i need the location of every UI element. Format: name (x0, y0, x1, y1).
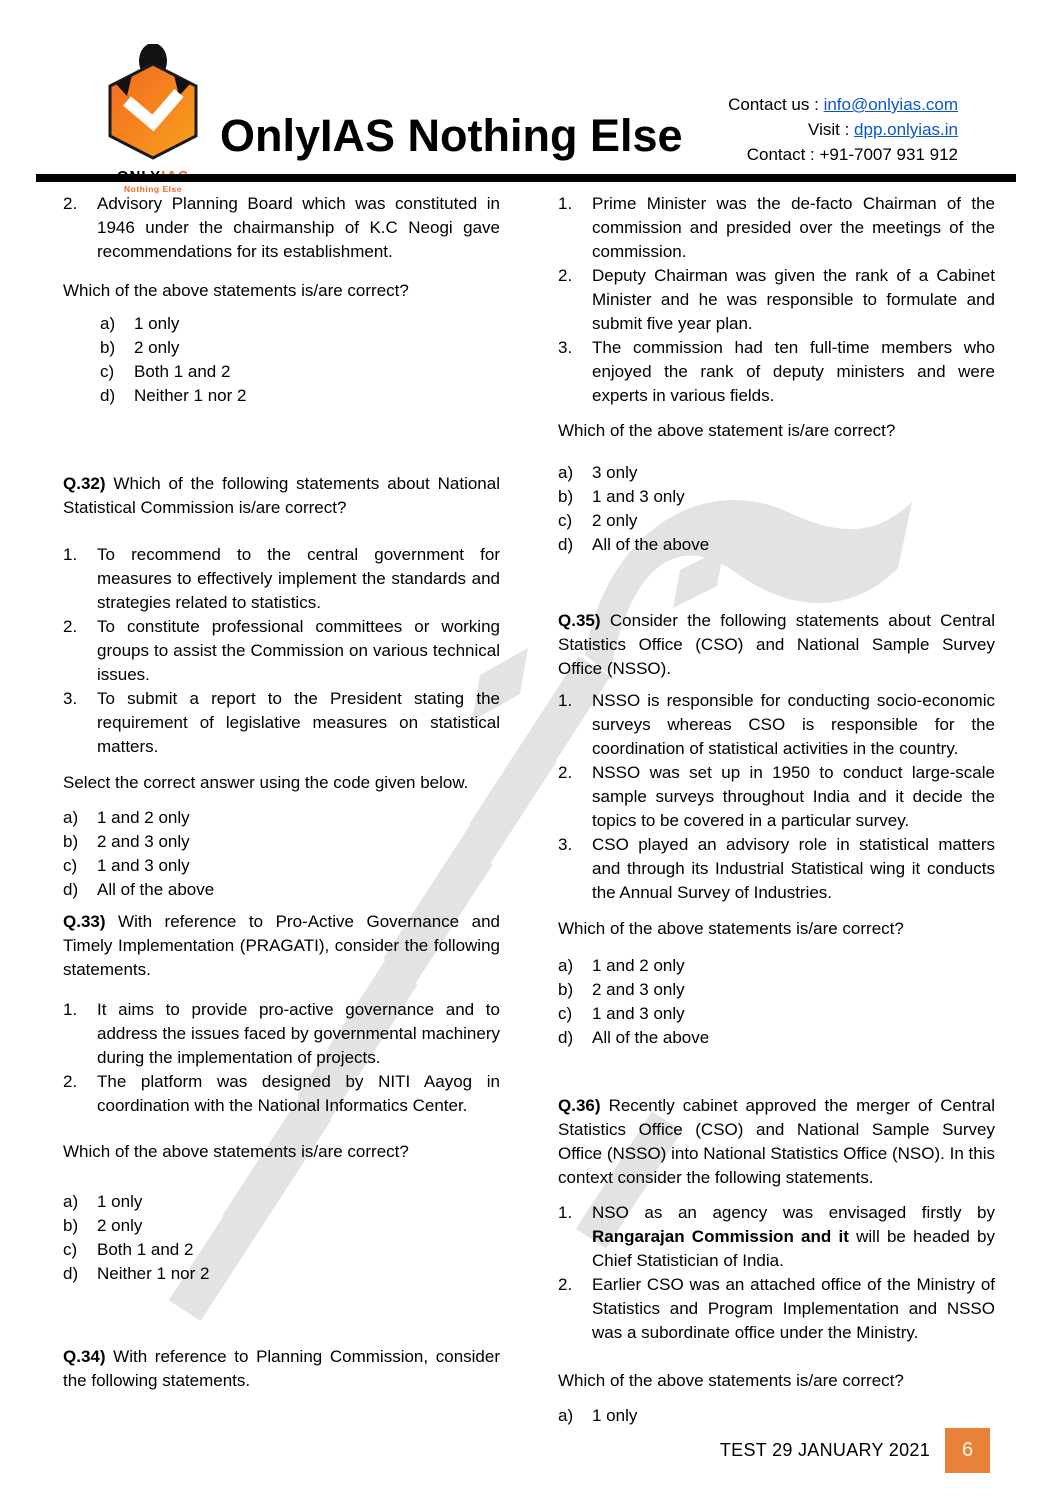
options-list (63, 806, 500, 902)
statement-item (558, 1201, 995, 1273)
statement-item (63, 615, 500, 687)
question-q35 (558, 609, 995, 681)
question-intro: With reference to Pro-Active Governance and Timely Implementation (PRAGATI), consider the following statements. (63, 912, 500, 979)
option-text: 1 and 3 only (592, 487, 685, 506)
option-row (63, 806, 500, 830)
option-text: All of the above (97, 880, 215, 899)
option-text: All of the above (592, 535, 710, 554)
option-text: All of the above (592, 1028, 710, 1047)
question-intro: Recently cabinet approved the merger of Central Statistics Office (CSO) and National Sample Survey Office (NSSO) into National Statistics Office (NSO). In this context consider the following statements. (558, 1096, 995, 1187)
option-text: Neither 1 nor 2 (134, 386, 247, 405)
answer-prompt: Which of the above statements is/are correct? (63, 281, 409, 300)
option-row (558, 533, 995, 557)
statement-text (592, 1201, 995, 1273)
answer-prompt: Which of the above statement is/are correct? (558, 421, 896, 440)
option-label: b) (558, 980, 574, 999)
option-text: 1 only (97, 1192, 143, 1211)
statement-item (558, 689, 995, 761)
option-row (63, 1190, 500, 1214)
option-text: Both 1 and 2 (97, 1240, 194, 1259)
statements-list (558, 689, 995, 905)
statement-number: 2. (558, 1275, 573, 1294)
options-list (558, 954, 995, 1050)
website-link[interactable]: dpp.onlyias.in (854, 120, 958, 139)
option-row (63, 1238, 500, 1262)
statement-item (63, 1070, 500, 1118)
question-label: Q.33) (63, 912, 106, 931)
statement-item (63, 543, 500, 615)
statement-item (558, 264, 995, 336)
statement-text-pre: NSO as an agency was envisaged firstly by (592, 1203, 995, 1222)
statement-text: To recommend to the central government for measures to effectively implement the standards and strategies related to statistics. (97, 545, 500, 612)
option-label: a) (558, 1406, 574, 1425)
statement-text-post: will be headed by Chief Statistician of India. (592, 1227, 995, 1270)
statement-item (63, 192, 500, 264)
option-label: c) (63, 856, 78, 875)
option-text: 1 and 3 only (97, 856, 190, 875)
logo-box (110, 64, 196, 158)
option-label: c) (558, 1004, 573, 1023)
option-text: 2 and 3 only (592, 980, 685, 999)
option-label: d) (558, 1028, 574, 1047)
option-row (558, 978, 995, 1002)
statement-item (63, 998, 500, 1070)
statements-list (63, 543, 500, 759)
answer-prompt: Select the correct answer using the code given below. (63, 773, 469, 792)
visit-label: Visit : (808, 120, 855, 139)
question-intro: With reference to Planning Commission, consider the following statements. (63, 1347, 500, 1390)
option-label: d) (63, 1264, 79, 1283)
statements-list (558, 1201, 995, 1345)
option-text: 2 only (134, 338, 180, 357)
statement-number: 3. (558, 835, 573, 854)
contact-block (728, 92, 958, 167)
answer-prompt: Which of the above statements is/are correct? (558, 919, 904, 938)
option-label: a) (558, 956, 574, 975)
option-label: c) (100, 362, 115, 381)
statement-number: 2. (558, 266, 573, 285)
contact-us-label: Contact us : (728, 95, 824, 114)
brand-title: OnlyIAS Nothing Else (220, 110, 683, 161)
option-text: 2 and 3 only (97, 832, 190, 851)
option-text: 1 only (134, 314, 180, 333)
statement-number: 1. (558, 194, 573, 213)
option-row (558, 1026, 995, 1050)
statement-number: 1. (558, 1203, 573, 1222)
statement-number: 2. (63, 194, 78, 213)
page-number-badge: 6 (945, 1428, 990, 1473)
statement-number: 2. (63, 617, 78, 636)
option-text: 1 and 2 only (97, 808, 190, 827)
option-row (100, 336, 500, 360)
statement-item (558, 1273, 995, 1345)
question-q36 (558, 1094, 995, 1190)
statement-number: 1. (63, 545, 78, 564)
right-column (558, 192, 995, 1428)
statement-number: 1. (558, 691, 573, 710)
statement-item (558, 761, 995, 833)
option-row (558, 461, 995, 485)
statement-text: It aims to provide pro-active governance and to address the issues faced by governmental machinery during the implementation of projects. (97, 1000, 500, 1067)
email-link[interactable]: info@onlyias.com (823, 95, 958, 114)
visit-line (728, 117, 958, 142)
statements-list (63, 998, 500, 1118)
left-column (63, 192, 500, 1428)
option-text: Neither 1 nor 2 (97, 1264, 210, 1283)
test-title: TEST 29 JANUARY 2021 (719, 1440, 930, 1460)
option-row (63, 854, 500, 878)
option-label: b) (558, 487, 574, 506)
options-list (63, 1190, 500, 1286)
question-q34 (63, 1345, 500, 1393)
option-row (558, 509, 995, 533)
option-text: 2 only (97, 1216, 143, 1235)
option-text: Both 1 and 2 (134, 362, 231, 381)
option-label: b) (63, 832, 79, 851)
question-label: Q.35) (558, 611, 601, 630)
onlyias-logo (94, 44, 212, 194)
statement-text: Earlier CSO was an attached office of the Ministry of Statistics and Program Implementation and NSSO was a subordinate office under the Ministry. (592, 1275, 995, 1342)
options-list (558, 461, 995, 557)
option-label: a) (63, 808, 79, 827)
option-label: b) (63, 1216, 79, 1235)
contact-email-line (728, 92, 958, 117)
option-label: d) (63, 880, 79, 899)
statement-number: 3. (558, 338, 573, 357)
option-row (63, 878, 500, 902)
statement-text: NSSO is responsible for conducting socio-economic surveys whereas CSO is responsible for the coordination of statistical activities in the country. (592, 691, 995, 758)
option-row (63, 1214, 500, 1238)
header-divider (36, 174, 1016, 182)
options-list (100, 312, 500, 408)
question-q32 (63, 472, 500, 520)
option-row (558, 1404, 995, 1428)
option-text: 1 and 2 only (592, 956, 685, 975)
question-q33 (63, 910, 500, 982)
option-label: c) (63, 1240, 78, 1259)
options-list (558, 1404, 995, 1428)
option-label: a) (558, 463, 574, 482)
option-row (100, 384, 500, 408)
footer (720, 1428, 990, 1473)
statement-text: CSO played an advisory role in statistical matters and through its Industrial Statistical wing it conducts the Annual Survey of Industries. (592, 835, 995, 902)
question-label: Q.34) (63, 1347, 106, 1366)
statement-text: NSSO was set up in 1950 to conduct large-scale sample surveys throughout India and it decide the topics to be covered in a particular survey. (592, 763, 995, 830)
option-label: a) (63, 1192, 79, 1211)
option-row (100, 360, 500, 384)
statement-number: 3. (63, 689, 78, 708)
statement-number: 1. (63, 1000, 78, 1019)
option-text: 3 only (592, 463, 638, 482)
statement-text: Prime Minister was the de-facto Chairman of the commission and presided over the meetings of the commission. (592, 194, 995, 261)
option-label: b) (100, 338, 116, 357)
option-row (558, 485, 995, 509)
question-intro: Consider the following statements about Central Statistics Office (CSO) and National Sample Survey Office (NSSO). (558, 611, 995, 678)
statement-text: Deputy Chairman was given the rank of a Cabinet Minister and he was responsible to formulate and submit five year plan. (592, 266, 995, 333)
answer-prompt: Which of the above statements is/are correct? (63, 1142, 409, 1161)
statement-item (63, 687, 500, 759)
option-text: 1 and 3 only (592, 1004, 685, 1023)
option-row (63, 1262, 500, 1286)
onlyias-logo-icon (96, 44, 210, 162)
option-label: a) (100, 314, 116, 333)
question-label: Q.36) (558, 1096, 601, 1115)
statement-item (558, 336, 995, 408)
statement-text: To constitute professional committees or working groups to assist the Commission on various technical issues. (97, 617, 500, 684)
statement-item (558, 192, 995, 264)
question-columns (63, 192, 996, 1428)
option-text: 1 only (592, 1406, 638, 1425)
statement-text: The platform was designed by NITI Aayog in coordination with the National Informatics Center. (97, 1072, 500, 1115)
statement-text: Advisory Planning Board which was constituted in 1946 under the chairmanship of K.C Neogi gave recommendations for its establishment. (97, 194, 500, 261)
question-label: Q.32) (63, 474, 106, 493)
option-label: c) (558, 511, 573, 530)
statements-list (558, 192, 995, 408)
option-row (100, 312, 500, 336)
option-label: d) (100, 386, 116, 405)
question-intro: Which of the following statements about National Statistical Commission is/are correct? (63, 474, 500, 517)
statement-text: To submit a report to the President stating the requirement of legislative measures on statistical matters. (97, 689, 500, 756)
phone-line: Contact : +91-7007 931 912 (746, 145, 958, 164)
option-row (558, 1002, 995, 1026)
option-row (558, 954, 995, 978)
statement-text: The commission had ten full-time members who enjoyed the rank of deputy ministers and were experts in various fields. (592, 338, 995, 405)
statement-number: 2. (558, 763, 573, 782)
answer-prompt: Which of the above statements is/are correct? (558, 1371, 904, 1390)
option-label: d) (558, 535, 574, 554)
option-text: 2 only (592, 511, 638, 530)
statement-text-bold: Rangarajan Commission and it (592, 1227, 849, 1246)
statement-number: 2. (63, 1072, 78, 1091)
statement-item (558, 833, 995, 905)
logo-tagline: Nothing Else (124, 184, 182, 194)
option-row (63, 830, 500, 854)
